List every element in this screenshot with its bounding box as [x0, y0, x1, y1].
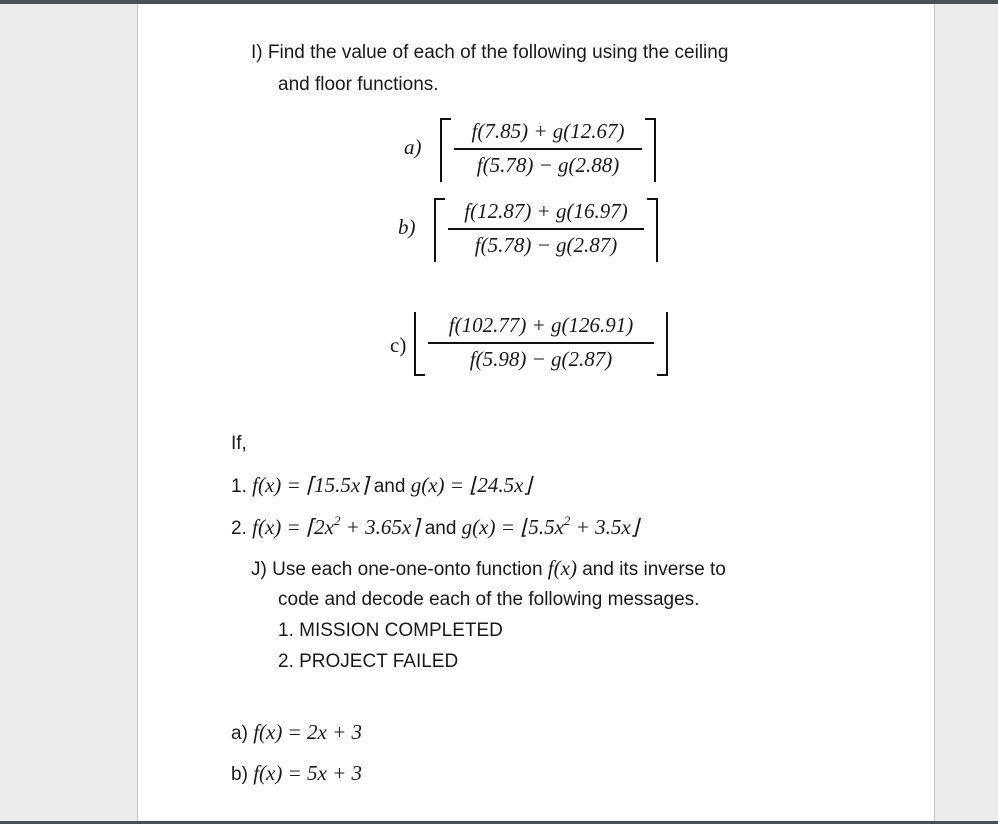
and-word: and [424, 518, 457, 539]
floor-bracket-left [414, 312, 425, 376]
section-j-line2: code and decode each of the following messages. [278, 589, 700, 610]
numerator-a: f(7.85) + g(12.67) [471, 119, 625, 143]
document-page [137, 4, 935, 821]
function-b-expr: f(x) = 5x + 3 [253, 761, 362, 785]
function-a-label: a) [231, 723, 248, 744]
numerator-c: f(102.77) + g(126.91) [448, 313, 634, 337]
ceil-bracket-left [440, 118, 451, 182]
f-definition: f(x) = ⌈15.5x⌉ [252, 473, 369, 497]
ceil-bracket-left [434, 198, 445, 262]
f-exponent: 2 [333, 513, 341, 528]
g-def-part-b: + 3.5x⌋ [570, 515, 639, 539]
if-label: If, [231, 433, 247, 454]
ceil-bracket-right [647, 198, 658, 262]
g-definition: g(x) = ⌊24.5x⌋ [410, 473, 532, 497]
section-j-text-a: J) Use each one-one-onto function [251, 559, 543, 580]
denominator-a: f(5.78) − g(2.88) [476, 153, 620, 177]
item-c-label: c) [390, 333, 407, 357]
item-a-label: a) [404, 135, 422, 159]
definition-line-1 [231, 473, 532, 499]
item-b-label: b) [398, 215, 416, 239]
g-exponent: 2 [563, 513, 571, 528]
function-b-label: b) [231, 764, 248, 785]
line-number: 1. [231, 476, 247, 497]
denominator-b: f(5.78) − g(2.87) [474, 233, 618, 257]
fraction-bar-b [448, 228, 644, 230]
numerator-b: f(12.87) + g(16.97) [464, 199, 628, 223]
g-definition [462, 515, 639, 539]
message-1: 1. MISSION COMPLETED [278, 620, 503, 641]
function-b [231, 761, 362, 787]
f-def-part-a: f(x) = ⌈2x [252, 515, 334, 539]
section-j-text-b: and its inverse to [582, 559, 726, 580]
message-2: 2. PROJECT FAILED [278, 651, 459, 672]
f-def-part-b: + 3.65x⌉ [340, 515, 420, 539]
ceil-bracket-right [645, 118, 656, 182]
denominator-c: f(5.98) − g(2.87) [469, 347, 613, 371]
section-i-heading-line2: and floor functions. [278, 74, 439, 95]
definition-line-2 [231, 515, 639, 541]
section-i-heading-line1: I) Find the value of each of the following using the ceiling [251, 42, 729, 63]
function-a-expr: f(x) = 2x + 3 [253, 720, 362, 744]
fraction-bar-c [428, 342, 654, 344]
function-a [231, 720, 362, 746]
f-definition [252, 515, 419, 539]
fraction-bar-a [454, 148, 642, 150]
section-j-fx: f(x) [547, 556, 577, 580]
expression-a [440, 116, 656, 188]
and-word: and [373, 476, 406, 497]
section-j-line1 [251, 556, 726, 582]
g-def-part-a: g(x) = ⌊5.5x [461, 515, 564, 539]
line-number: 2. [231, 518, 247, 539]
floor-bracket-right [657, 312, 668, 376]
expression-c [414, 310, 668, 382]
expression-b [434, 196, 658, 268]
